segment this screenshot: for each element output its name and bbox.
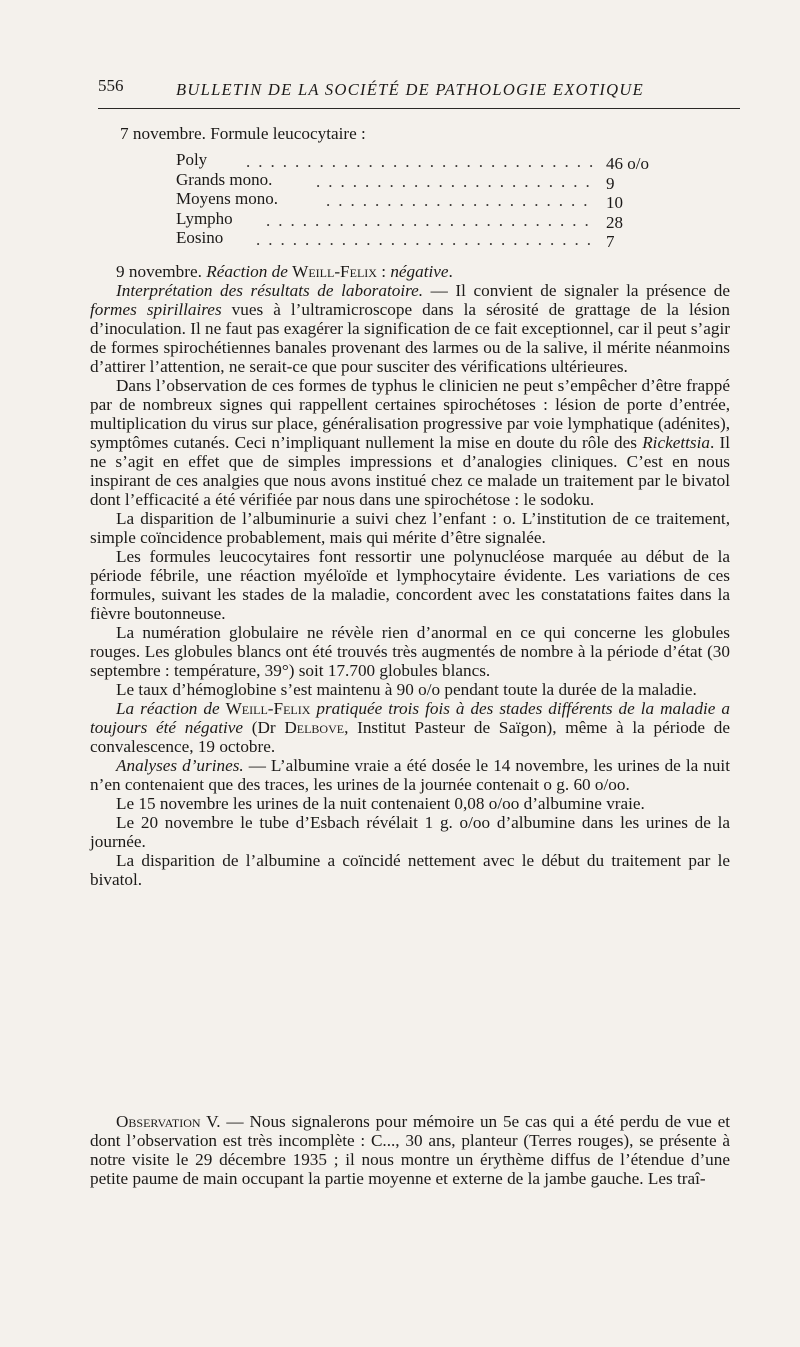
formula-value: 9 — [606, 173, 615, 193]
text-run: — Nous signalerons pour mémoire un 5e cas qui a été perdu de vue et dont l’observation est très incomplète : C..., 30 ans, planteur (Terres rouges), se présente à notre visite le 29 décembre 1935 ; il nous montre un érythème diffus de l’étendue d’une petite paume de main occupant la partie moyenne et externe de la jambe gauche. Les traî- — [90, 1112, 730, 1188]
text-run: La disparition de l’albumine a coïncidé nettement avec le début du traitement par le bivatol. — [90, 851, 730, 889]
text-run: Le taux d’hémoglobine s’est maintenu à 90 o/o pendant toute la durée de la maladie. — [116, 680, 697, 699]
text-run: négative — [390, 262, 449, 281]
text-run: Dans l’observation de ces formes de typhus le clinicien ne peut s’empêcher d’être frappé par de nombreux signes qui rappellent certaines spirochétoses : lésion de porte d’entrée, multiplication du virus sur place, généralisation progressive par voie lymphatique (adénites), symptômes cutanés. Ceci n’impliquant nullement la mise en doute du rôle des — [90, 376, 730, 452]
text-run: 9 novembre. — [116, 262, 207, 281]
formula-label: Lympho — [176, 208, 233, 228]
paragraph-blood-count — [90, 623, 730, 680]
text-run: — L’albumine vraie a été dosée le 14 novembre, les urines de la nuit n’en contenaient que des traces, les urines de la journée contenait o g. 60 o/oo. — [90, 756, 730, 794]
text-run: Observation V. — [116, 1112, 221, 1131]
formula-row — [176, 189, 676, 212]
formula-value: 28 — [606, 212, 623, 232]
body-text — [90, 262, 730, 889]
paragraph-albuminuria — [90, 509, 730, 547]
text-run: La réaction de — [116, 699, 226, 718]
text-run: Les formules leucocytaires font ressortir une polynucléose marquée au début de la période fébrile, une réaction myéloïde et lymphocytaire évidente. Les variations de ces formules, suivant les stades de la maladie, concordent avec les constatations faites dans la fièvre boutonneuse. — [90, 547, 730, 623]
paragraph-nov-20 — [90, 813, 730, 851]
formula-value: 46 o/o — [606, 154, 649, 173]
text-run: vues à l’ultramicroscope dans la sérosité de grattage de la lésion d’inoculation. Il ne faut pas exagérer la signification de ce fait exceptionnel, car il peut s’agir de formes spirochétiennes banales provenant des larmes ou de la salive, il mérite néanmoins d’attirer l’attention, ne serait-ce que pour susciter des vérifications ultérieures. — [90, 300, 730, 376]
formula-row — [176, 208, 676, 232]
formula-value: 7 — [606, 232, 615, 251]
leukocyte-formula — [176, 150, 676, 251]
paragraph-interpretation — [90, 281, 730, 376]
text-run: , Institut Pasteur de Saïgon), même à la période de convalescence, 19 octobre. — [90, 718, 730, 756]
text-run: Delbove — [284, 718, 345, 737]
text-run: La numération globulaire ne révèle rien d’anormal en ce qui concerne les globules rouges. Les globules blancs ont été trouvés très augmentés de nombre à la période d’état (30 septembre : température, 39°) soit 17.700 globules blancs. — [90, 623, 730, 680]
text-run: Interprétation des résultats de laboratoire. — [116, 281, 424, 300]
text-run: Réaction de — [206, 262, 293, 281]
text-run: Weill-Felix — [225, 699, 311, 718]
text-run: pratiquée trois fois à des stades différents de la maladie a toujours été négative — [90, 699, 731, 737]
paragraph-urine-analysis — [90, 756, 730, 794]
paragraph-weill-felix-results — [90, 699, 730, 756]
text-run: Analyses d’urines. — [116, 756, 244, 775]
paragraph-albumin-disappearance — [90, 851, 730, 889]
text-run: Rickettsia — [642, 433, 710, 452]
text-run: . — [448, 262, 453, 281]
header-rule — [98, 108, 740, 109]
leader-dots: ............................. — [246, 152, 602, 171]
text-run: (Dr — [243, 718, 285, 737]
paragraph-nov-15 — [90, 794, 730, 813]
formula-label: Grands mono. — [176, 169, 273, 189]
text-run: formes spirillaires — [90, 300, 222, 319]
formula-intro: 7 novembre. Formule leucocytaire : — [120, 124, 366, 143]
text-run: : — [376, 262, 391, 281]
leader-dots: ...................... — [326, 191, 596, 210]
paragraph-weill-felix — [90, 262, 730, 281]
paragraph-leukocyte-formulas — [90, 547, 730, 623]
page-number: 556 — [98, 76, 124, 95]
text-run: La disparition de l’albuminurie a suivi chez l’enfant : o. L’institution de ce traitement, simple coïncidence probablement, mais qui mérite d’être signalée. — [90, 509, 730, 547]
formula-label: Poly — [176, 150, 208, 169]
observation-v — [90, 1112, 730, 1188]
text-run: Le 20 novembre le tube d’Esbach révélait 1 g. o/oo d’albumine dans les urines de la journée. — [90, 813, 730, 851]
text-run: Le 15 novembre les urines de la nuit contenaient 0,08 o/oo d’albumine vraie. — [116, 794, 645, 813]
formula-row — [176, 169, 676, 193]
text-run: — Il convient de signaler la présence de — [423, 281, 730, 300]
formula-row — [176, 150, 676, 173]
leader-dots: ....................... — [316, 171, 598, 191]
formula-label: Moyens mono. — [176, 189, 278, 208]
paragraph-hemoglobin — [90, 680, 730, 699]
paragraph-observation-forms — [90, 376, 730, 509]
text-run: . Il ne s’agit en effet que de simples impressions et d’analogies cliniques. C’est en nous inspirant de ces analgies que nous avons institué chez ce malade un traitement par le bivatol dont l’efficacité a été vérifiée par nous dans une spirochétose : le sodoku. — [90, 433, 731, 509]
leader-dots: ........................... — [266, 210, 597, 230]
leader-dots: ............................ — [256, 230, 599, 249]
running-head — [98, 74, 738, 102]
journal-title: BULLETIN DE LA SOCIÉTÉ DE PATHOLOGIE EXOTIQUE — [176, 80, 644, 99]
formula-value: 10 — [606, 193, 623, 212]
paragraph-observation-v — [90, 1112, 730, 1188]
text-run: Weill-Felix — [292, 262, 377, 281]
formula-row — [176, 228, 676, 251]
formula-label: Eosino — [176, 228, 224, 247]
